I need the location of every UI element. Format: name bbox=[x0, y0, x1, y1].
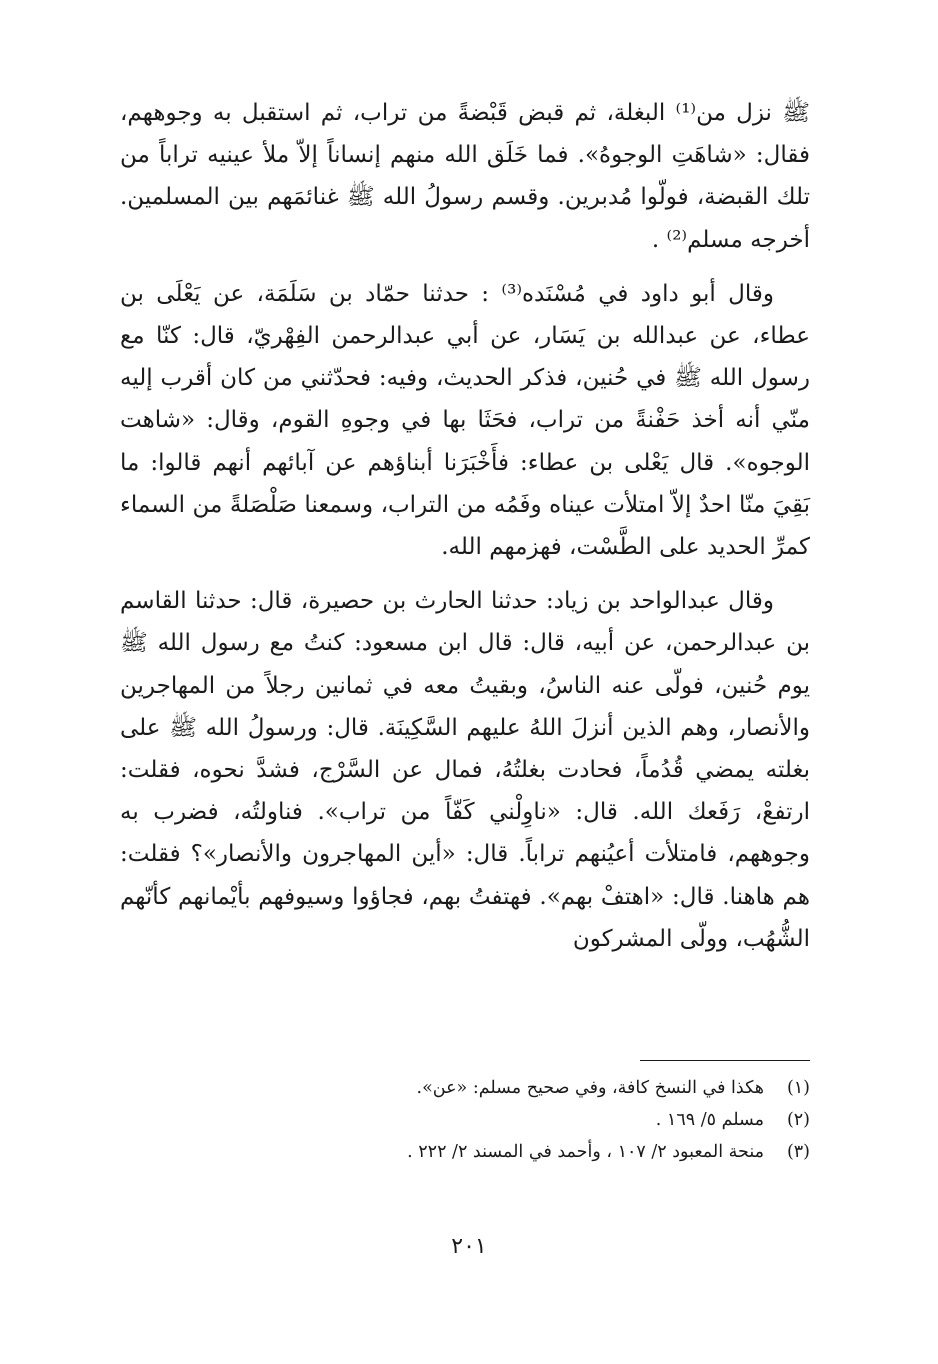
footnote bbox=[120, 1072, 810, 1104]
main-text bbox=[120, 92, 810, 972]
footnote bbox=[120, 1136, 810, 1168]
footnote-divider bbox=[640, 1060, 810, 1061]
page-number: ٢٠١ bbox=[451, 1234, 487, 1259]
footnote-text: منحة المعبود ٢/ ١٠٧ ، وأحمد في المسند ٢/ ٢٢٢ . bbox=[407, 1142, 764, 1162]
footnote-number: (١) bbox=[786, 1078, 810, 1098]
footnote-number: (٣) bbox=[786, 1142, 810, 1162]
footnote bbox=[120, 1104, 810, 1136]
footnote-number: (٢) bbox=[786, 1110, 810, 1130]
footnote-text: هكذا في النسخ كافة، وفي صحيح مسلم: «عن». bbox=[416, 1078, 764, 1098]
paragraph: ﷺ نزل من⁽¹⁾ البغلة، ثم قبض قَبْضةً من تراب، ثم استقبل به وجوههم، فقال: «شاهَتِ الوجوهُ». فما خَلَق الله منهم إنساناً إلاّ ملأ عينيه تراباً من تلك القبضة، فولّوا مُدبرين. وقسم رسولُ الله ﷺ غنائمَهم بين المسلمين. أخرجه مسلم⁽²⁾ . bbox=[120, 100, 811, 253]
footnotes bbox=[120, 1072, 810, 1168]
paragraph: وقال أبو داود في مُسْنَده⁽³⁾ : حدثنا حمّاد بن سَلَمَة، عن يَعْلَى بن عطاء، عن عبدالله بن يَسَار، عن أبي عبدالرحمن الفِهْريّ، قال: كنّا مع رسول الله ﷺ في حُنين، فذكر الحديث، وفيه: فحدّثني من كان أقرب إليه منّي أنه أخذ حَفْنةً من تراب، فحَثَا بها في وجوهِ القوم، وقال: «شاهت الوجوه». قال يَعْلى بن عطاء: فأَخْبَرَنا أبناؤهم عن آبائهم أنهم قالوا: ما بَقِيَ منّا احدٌ إلاّ امتلأت عيناه وفَمُه من التراب، وسمعنا صَلْصَلةً من السماء كمرِّ الحديد على الطَّسْت، فهزمهم الله. bbox=[120, 280, 810, 561]
paragraph: وقال عبدالواحد بن زياد: حدثنا الحارث بن حصيرة، قال: حدثنا القاسم بن عبدالرحمن، عن أبيه، قال: قال ابن مسعود: كنتُ مع رسول الله ﷺ يوم حُنين، فولّى عنه الناسُ، وبقيتُ معه في ثمانين رجلاً من المهاجرين والأنصار، وهم الذين أنزلَ اللهُ عليهم السَّكِينَة. قال: ورسولُ الله ﷺ على بغلته يمضي قُدُماً، فحادت بغلتُهُ، فمال عن السَّرْج، فشدَّ نحوه، فقلت: ارتفعْ، رَفَعك الله. قال: «ناوِلْني كَفّاً من تراب». فناولتُه، فضرب به وجوههم، فامتلأت أعيُنهم تراباً. قال: «أين المهاجرون والأنصار»؟ فقلت: هم هاهنا. قال: «اهتفْ بهم». فهتفتُ بهم، فجاؤوا وسيوفهم بأيْمانهم كأنّهم الشُّهُب، وولّى المشركون bbox=[120, 588, 810, 952]
footnote-text: مسلم ٥/ ١٦٩ . bbox=[655, 1110, 764, 1130]
